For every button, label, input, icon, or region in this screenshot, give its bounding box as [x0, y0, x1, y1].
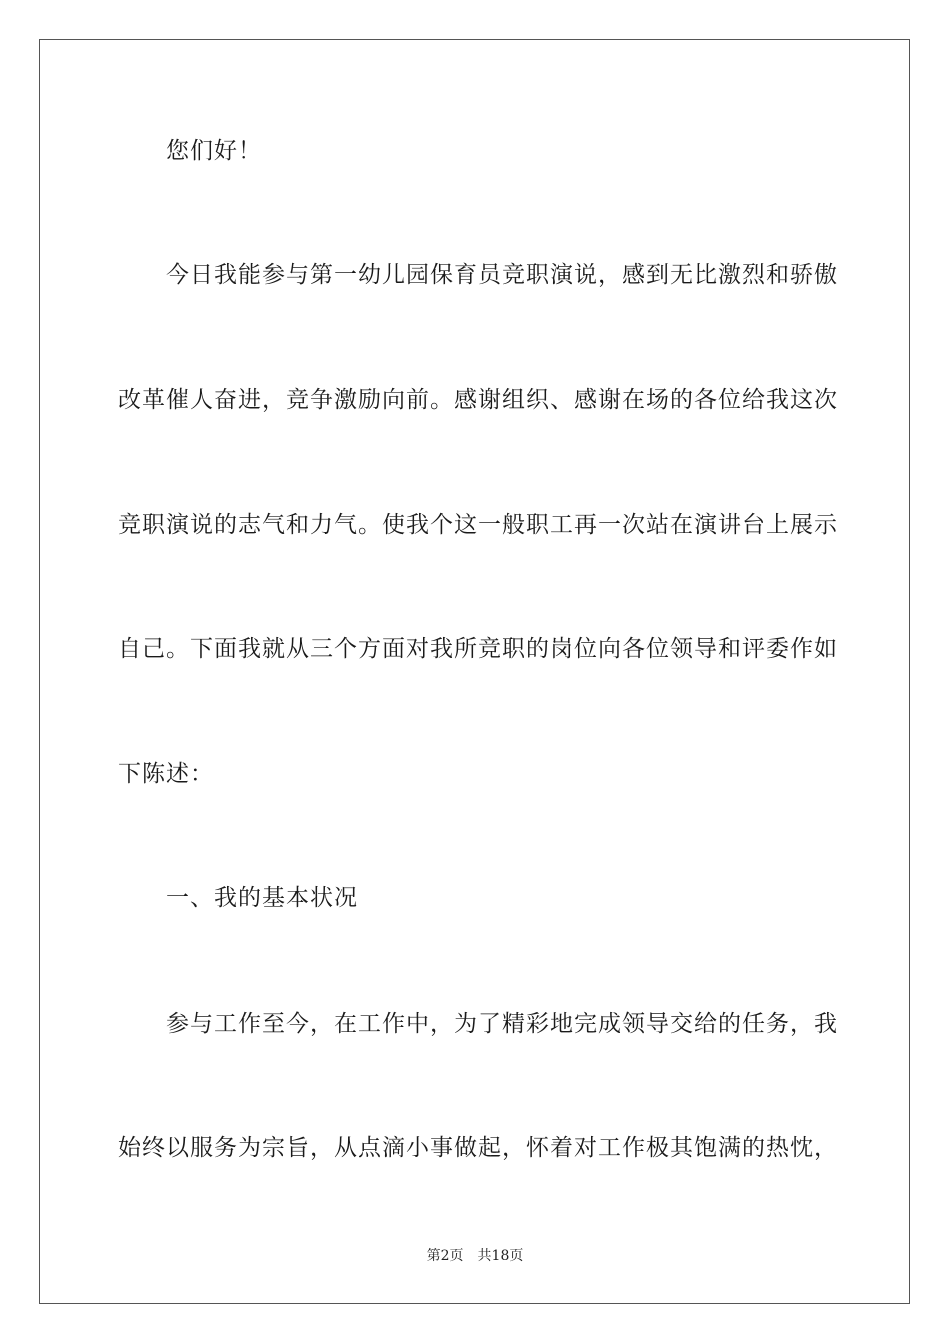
page-frame — [39, 39, 910, 1304]
paragraph-line: 竞职演说的志气和力气。使我个这一般职工再一次站在演讲台上展示 — [118, 512, 838, 538]
page-footer — [0, 1247, 950, 1265]
greeting-line: 您们好！ — [166, 138, 262, 164]
paragraph-line: 参与工作至今，在工作中，为了精彩地完成领导交给的任务，我 — [166, 1011, 838, 1037]
page-total: 共18页 — [477, 1248, 524, 1264]
page-number: 第2页 — [426, 1248, 464, 1264]
paragraph-line: 始终以服务为宗旨，从点滴小事做起，怀着对工作极其饱满的热忱， — [118, 1135, 838, 1161]
paragraph-line: 改革催人奋进，竞争激励向前。感谢组织、感谢在场的各位给我这次 — [118, 387, 838, 413]
paragraph-line: 今日我能参与第一幼儿园保育员竞职演说，感到无比激烈和骄傲 — [166, 262, 838, 288]
paragraph-line: 下陈述： — [118, 761, 214, 787]
paragraph-line: 自己。下面我就从三个方面对我所竞职的岗位向各位领导和评委作如 — [118, 636, 838, 662]
section-heading: 一、我的基本状况 — [166, 885, 358, 911]
